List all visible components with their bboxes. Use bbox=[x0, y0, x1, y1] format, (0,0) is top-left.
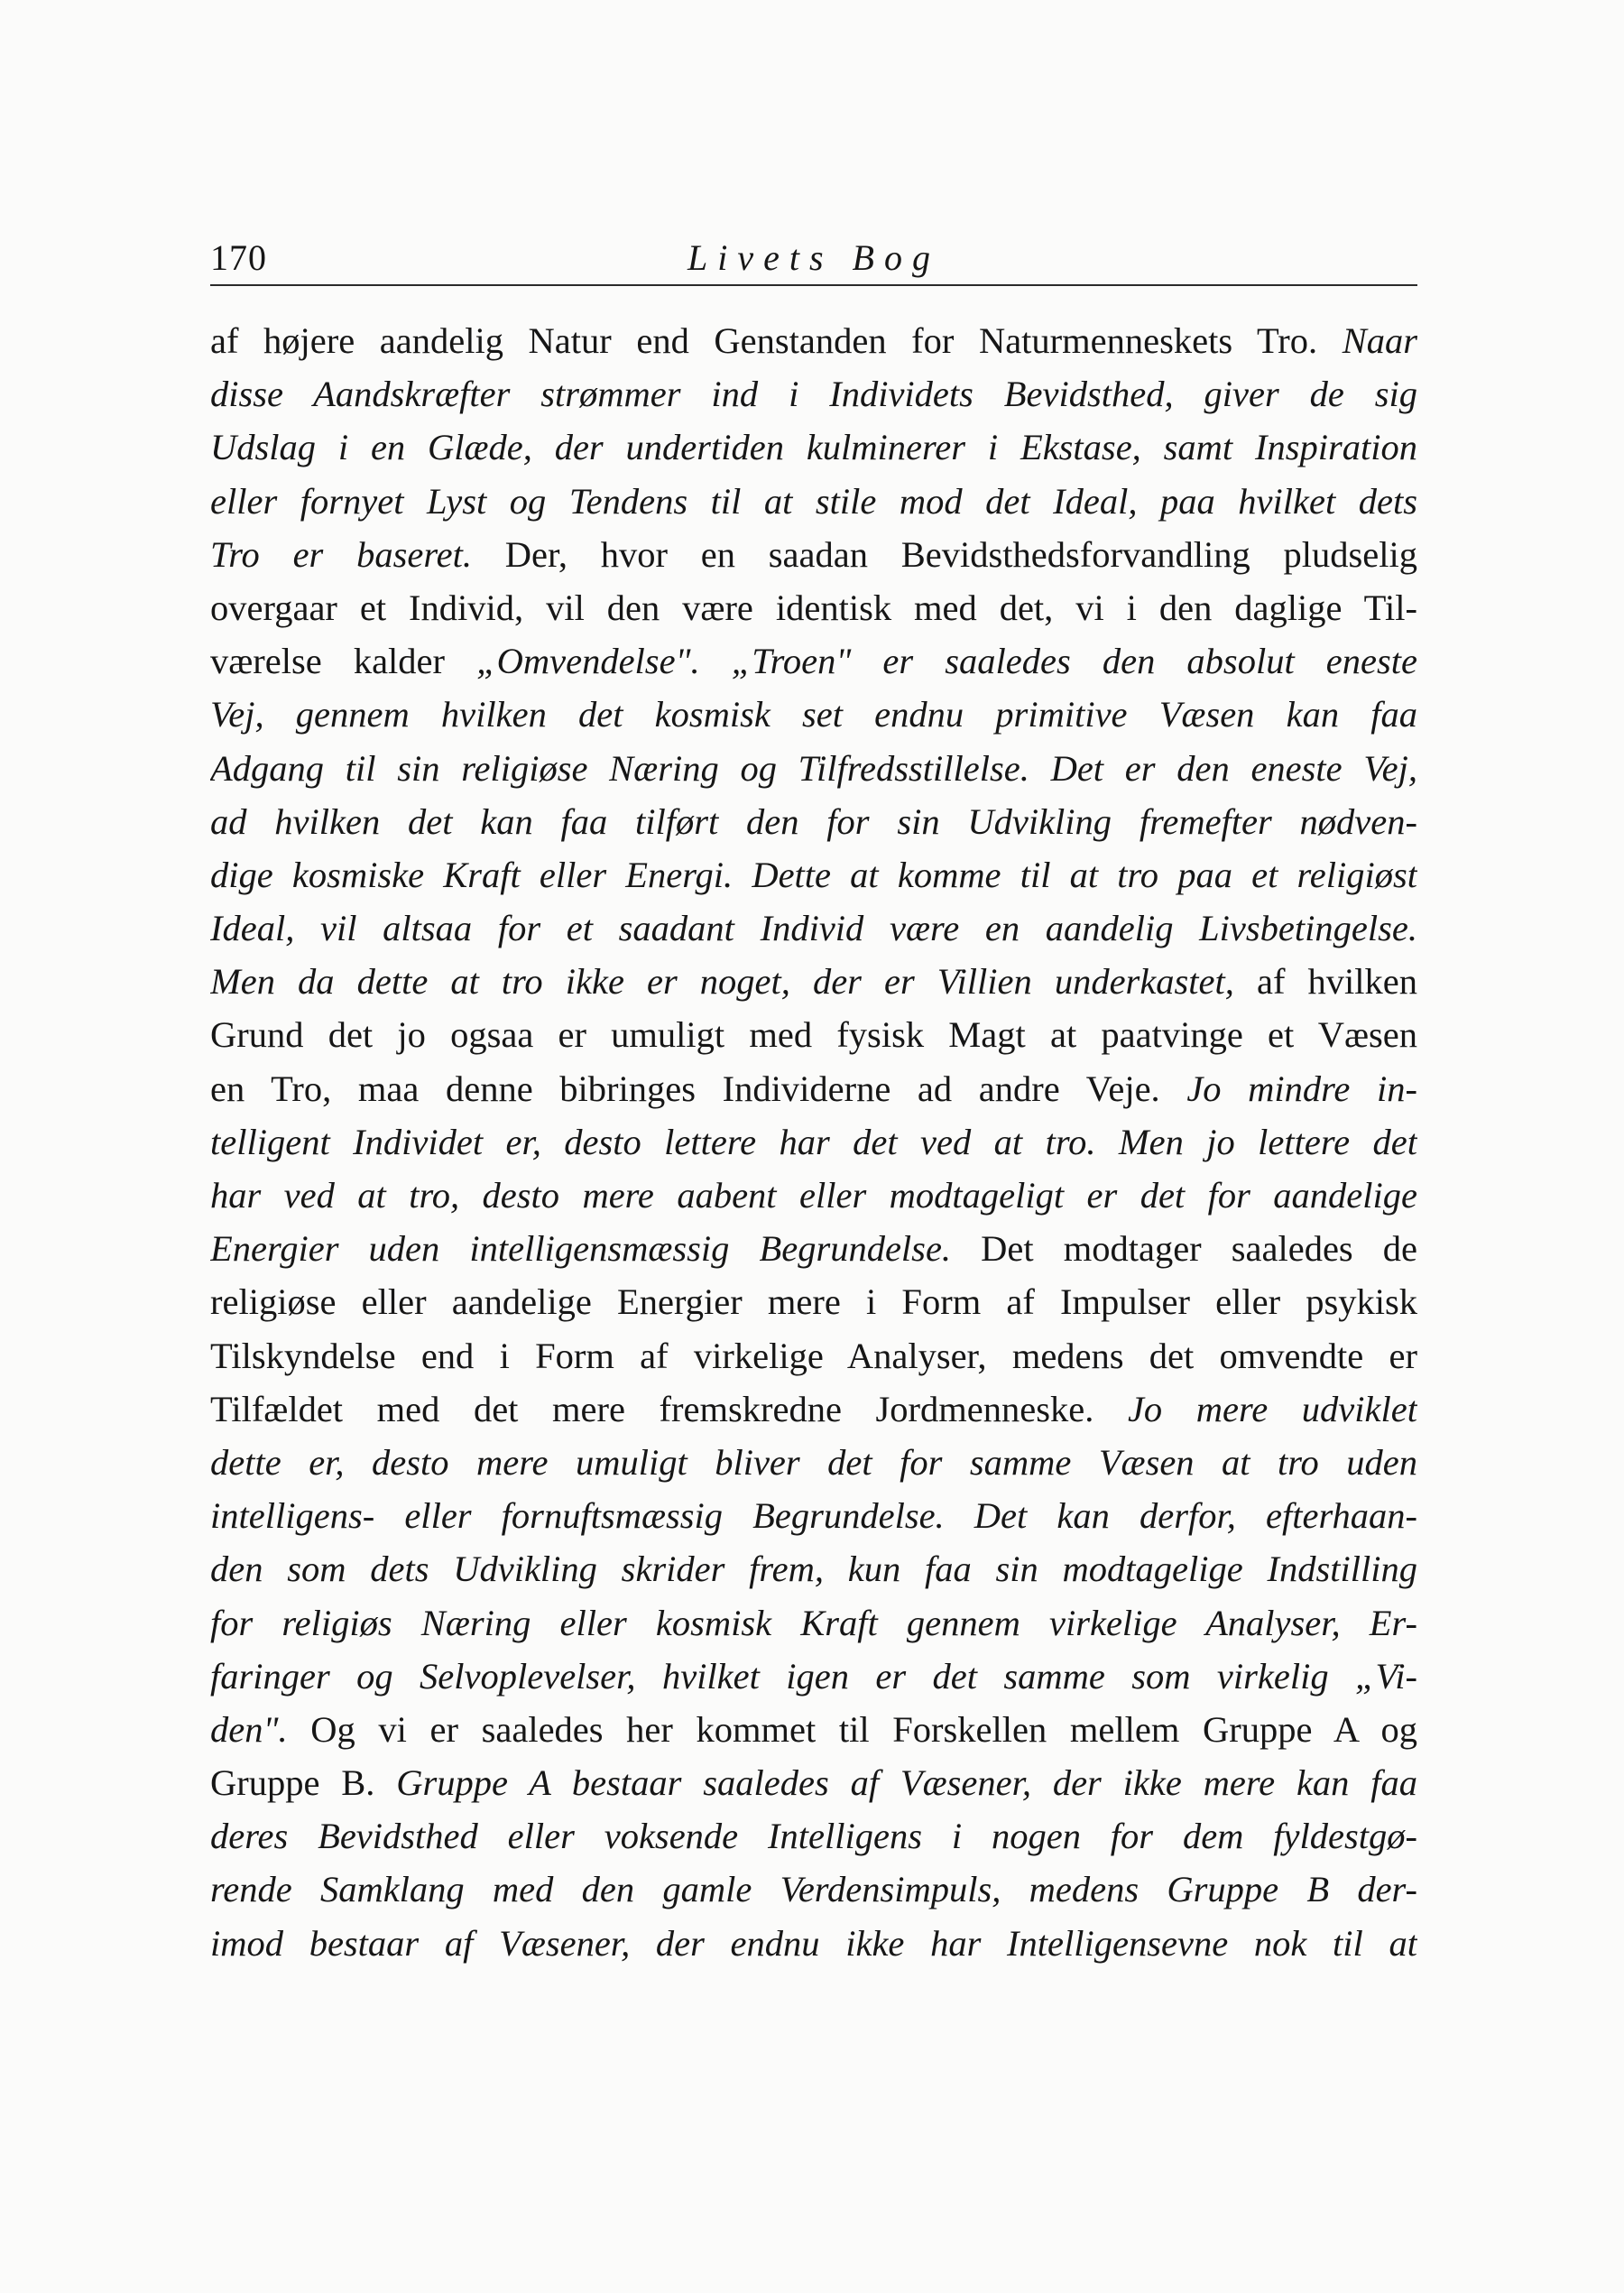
italic-text-run: imod bestaar af Væsener, der endnu ikke har Intelligensevne nok til at bbox=[210, 1922, 1417, 1964]
text-run: Der, hvor en saadan Bevidsthedsforvandling pludselig bbox=[471, 533, 1417, 575]
text-line bbox=[210, 1436, 1417, 1489]
italic-text-run: Jo mindre in- bbox=[1186, 1068, 1417, 1109]
text-line bbox=[210, 634, 1417, 688]
italic-text-run: Tro er baseret. bbox=[210, 533, 472, 575]
text-line bbox=[210, 421, 1417, 474]
page-header bbox=[210, 236, 1417, 282]
italic-text-run: Energier uden intelligensmæssig Begrundelse. bbox=[210, 1228, 952, 1270]
italic-text-run: Udslag i en Glæde, der undertiden kulminerer i Ekstase, samt Inspiration bbox=[210, 427, 1417, 468]
text-line bbox=[210, 742, 1417, 795]
text-run: Gruppe B. bbox=[210, 1762, 397, 1804]
italic-text-run: intelligens- eller fornuftsmæssig Begrundelse. Det kan derfor, efterhaan- bbox=[210, 1495, 1417, 1537]
text-run: Tilskyndelse end i Form af virkelige Analyser, medens det omvendte er bbox=[210, 1335, 1417, 1376]
italic-text-run: Naar bbox=[1342, 320, 1417, 361]
italic-text-run: telligent Individet er, desto lettere har det ved at tro. Men jo lettere det bbox=[210, 1121, 1417, 1162]
text-run: en Tro, maa denne bibringes Individerne ad andre Veje. bbox=[210, 1068, 1187, 1109]
text-line bbox=[210, 848, 1417, 901]
text-run: Grund det jo ogsaa er umuligt med fysisk Magt at paatvinge et Væsen bbox=[210, 1014, 1417, 1056]
text-run: værelse kalder bbox=[210, 641, 477, 682]
text-line bbox=[210, 581, 1417, 634]
text-run: Tilfældet med det mere fremskredne Jordmenneske. bbox=[210, 1388, 1128, 1429]
text-line bbox=[210, 367, 1417, 421]
header-rule bbox=[210, 284, 1417, 286]
text-line bbox=[210, 688, 1417, 741]
italic-text-run: deres Bevidsthed eller voksende Intelligens i nogen for dem fyldestgø- bbox=[210, 1816, 1417, 1857]
italic-text-run: den". bbox=[210, 1708, 288, 1750]
text-run: religiøse eller aandelige Energier mere i Form af Impulser eller psykisk bbox=[210, 1281, 1417, 1323]
text-line bbox=[210, 1169, 1417, 1222]
italic-text-run: ad hvilken det kan faa tilført den for sin Udvikling fremefter nødven- bbox=[210, 800, 1417, 842]
text-run: Det modtager saaledes de bbox=[951, 1228, 1417, 1270]
italic-text-run: Ideal, vil altsaa for et saadant Individ være en aandelig Livsbetingelse. bbox=[210, 908, 1417, 949]
text-line bbox=[210, 1863, 1417, 1916]
text-line bbox=[210, 1062, 1417, 1115]
text-line bbox=[210, 1115, 1417, 1169]
text-line bbox=[210, 901, 1417, 955]
text-run: af hvilken bbox=[1233, 961, 1417, 1003]
text-line bbox=[210, 795, 1417, 848]
text-line bbox=[210, 955, 1417, 1008]
italic-text-run: rende Samklang med den gamle Verdensimpuls, medens Gruppe B der- bbox=[210, 1869, 1417, 1910]
running-title: Livets Bog bbox=[687, 237, 940, 278]
italic-text-run: Men da dette at tro ikke er noget, der er Villien underkastet, bbox=[210, 961, 1234, 1003]
text-line bbox=[210, 1275, 1417, 1328]
text-line bbox=[210, 1222, 1417, 1275]
text-line bbox=[210, 1489, 1417, 1542]
italic-text-run: Gruppe A bestaar saaledes af Væsener, der ikke mere kan faa bbox=[396, 1762, 1417, 1804]
italic-text-run: faringer og Selvoplevelser, hvilket igen er det samme som virkelig „Vi- bbox=[210, 1655, 1417, 1697]
text-line bbox=[210, 528, 1417, 581]
text-line bbox=[210, 1329, 1417, 1382]
italic-text-run: „Omvendelse". „Troen" er saaledes den absolut eneste bbox=[476, 641, 1417, 682]
text-line bbox=[210, 1596, 1417, 1650]
text-line bbox=[210, 475, 1417, 528]
italic-text-run: dette er, desto mere umuligt bliver det for samme Væsen at tro uden bbox=[210, 1441, 1417, 1483]
italic-text-run: dige kosmiske Kraft eller Energi. Dette at komme til at tro paa et religiøst bbox=[210, 854, 1417, 895]
text-run: Og vi er saaledes her kommet til Forskellen mellem Gruppe A og bbox=[287, 1708, 1417, 1750]
italic-text-run: Adgang til sin religiøse Næring og Tilfredsstillelse. Det er den eneste Vej, bbox=[210, 747, 1417, 789]
text-line bbox=[210, 1008, 1417, 1061]
italic-text-run: Vej, gennem hvilken det kosmisk set endnu primitive Væsen kan faa bbox=[210, 694, 1417, 735]
text-line bbox=[210, 314, 1417, 367]
body-text bbox=[210, 314, 1417, 1970]
text-line bbox=[210, 1650, 1417, 1703]
text-run: overgaar et Individ, vil den være identisk med det, vi i den daglige Til- bbox=[210, 587, 1417, 628]
text-line bbox=[210, 1542, 1417, 1595]
text-line bbox=[210, 1703, 1417, 1756]
text-line bbox=[210, 1917, 1417, 1970]
italic-text-run: har ved at tro, desto mere aabent eller modtageligt er det for aandelige bbox=[210, 1175, 1417, 1216]
italic-text-run: for religiøs Næring eller kosmisk Kraft gennem virkelige Analyser, Er- bbox=[210, 1602, 1417, 1643]
text-run: af højere aandelig Natur end Genstanden for Naturmenneskets Tro. bbox=[210, 320, 1343, 361]
page-number: 170 bbox=[210, 237, 267, 278]
text-line bbox=[210, 1382, 1417, 1436]
italic-text-run: disse Aandskræfter strømmer ind i Individets Bevidsthed, giver de sig bbox=[210, 374, 1417, 415]
text-line bbox=[210, 1756, 1417, 1809]
italic-text-run: Jo mere udviklet bbox=[1127, 1388, 1417, 1429]
italic-text-run: eller fornyet Lyst og Tendens til at stile mod det Ideal, paa hvilket dets bbox=[210, 480, 1417, 522]
text-line bbox=[210, 1809, 1417, 1863]
italic-text-run: den som dets Udvikling skrider frem, kun faa sin modtagelige Indstilling bbox=[210, 1549, 1417, 1590]
